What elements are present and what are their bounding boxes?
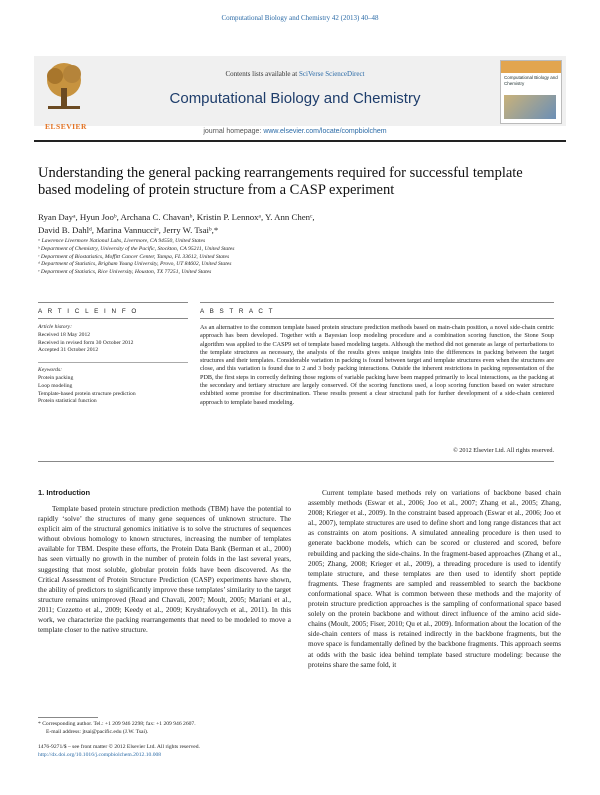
cover-title: Computational Biology and Chemistry (504, 75, 558, 86)
abstract-text: As an alternative to the common template based protein structure prediction methods based on main-chain position, a novel side-chain centric approach has been developed. Together with a Bayesian loop modeling procedure and a combination scoring function, the Stone Soup algorithm was applied to the CASP9 set of template based modeling targets. Although the method did not generate as large of perturbations to the template structures as necessary, the analysis of the results gives unique insights into the differences in packing between the target structures and their templates. Considerable variation in packing is found between target and template structures even when the structures are close, and this variation is found due to 2 and 3 body packing interactions. Outside the inherent restrictions in packing representation of the PDB, the first steps in correctly defining those regions of variable packing have been mapped primarily to local interactions, as the packing at the secondary and tertiary structure are largely conserved. Of the scoring functions used, a loop scoring function based on water structure exhibited some promise for discrimination. These results present a clear structural path for further development of a side-chain centered approach to template based modeling. (200, 324, 554, 406)
affiliation-e: ᵉ Department of Statistics, Rice University, Houston, TX 77251, United States (38, 269, 212, 276)
issn-line: 1476-9271/$ – see front matter © 2012 Elsevier Ltd. All rights reserved. (38, 744, 200, 750)
contents-prefix: Contents lists available at (225, 70, 298, 78)
affiliations (38, 238, 558, 277)
keyword-1: Protein packing (38, 374, 74, 381)
elsevier-tree-logo (38, 60, 90, 112)
authors-line-1[interactable]: Ryan Dayᵃ, Hyun Jooᵇ, Archana C. Chavanᵇ, Kristin P. Lennoxᵃ, Y. Ann Chenᶜ, (38, 212, 315, 222)
footnote-rule (38, 717, 98, 718)
article-title: Understanding the general packing rearrangements required for successful template based modeling of protein structure from a CASP experiment (38, 165, 523, 198)
cover-image (504, 95, 556, 119)
abstract-heading: A B S T R A C T (200, 308, 275, 315)
header-rule (34, 140, 566, 142)
keyword-2: Loop modeling (38, 382, 73, 389)
bottom-identifiers (38, 744, 291, 760)
copyright-notice: © 2012 Elsevier Ltd. All rights reserved. (453, 447, 554, 454)
journal-homepage (100, 128, 490, 135)
affiliation-b: ᵇ Department of Chemistry, University of the Pacific, Stockton, CA 95211, United States (38, 245, 235, 252)
journal-title: Computational Biology and Chemistry (169, 90, 421, 107)
info-top-rule (38, 302, 188, 303)
sciencedirect-link[interactable]: SciVerse ScienceDirect (299, 70, 365, 78)
info-sub-rule (38, 318, 188, 319)
intro-right-column: Current template based methods rely on variations of backbone based chain assembly methods (Eswar et al., 2006; Joo et al., 2007; Zhang et al., 2005; Zhang, 2008; Krieger et al., 2009). In the constraint based approach (Eswar et al., 2006; Joo et al., 2007), template structures are used to define short and long range distances that act as constraints on atom positions. A simulated annealing procedure is then used to generate backbone models, which can be scored or clustered and scored, before rebuilding and packing the side-chains. In the fragment-based approaches (Zhang et al., 2005; Zhang, 2008; Krieger et al., 2009), a threading procedure is used to identify template structure, and these templates are then used to identify short peptide fragments. These fragments are sampled and reassembled to search the backbone conformational space. What is common between these methods and the majority of protein structure prediction approaches is the sampling of conformational space based solely on the protein backbone and without direct influence of the amino acid side-chains (Moult, 2005; Fiser, 2010; Qu et al., 2009). Information about the location of the side-chain centers of mass is retained indirectly in the backbone fragments, but the move space is fundamentally defined by the backbone fragments. This approach seems at odds with the basic idea behind template based structure modeling: because the proteins share the same fold, it (308, 489, 561, 669)
history-received: Received 18 May 2012 (38, 331, 91, 338)
author-list (38, 211, 558, 236)
doi-link[interactable]: http://dx.doi.org/10.1016/j.compbiolchem.2012.10.008 (38, 751, 162, 758)
abstract-bottom-rule (38, 461, 554, 462)
abstract-top-rule (200, 302, 554, 303)
affiliation-a: ᵃ Lawrence Livermore National Labs, Livermore, CA 94550, United States (38, 238, 206, 244)
contents-line (100, 70, 490, 78)
email-note[interactable]: E-mail address: jtsai@pacific.edu (J.W. Tsai). (46, 728, 149, 735)
journal-citation[interactable]: Computational Biology and Chemistry 42 (2013) 40–48 (221, 14, 379, 22)
journal-cover-thumbnail (500, 60, 562, 124)
homepage-prefix: journal homepage: (203, 128, 262, 135)
history-revised: Received in revised form 30 October 2012 (38, 339, 134, 346)
article-info (38, 324, 188, 406)
authors-line-2[interactable]: David B. Dahlᵈ, Marina Vannucciᵉ, Jerry W. Tsaiᵇ,* (38, 224, 219, 235)
affiliation-d: ᵈ Department of Statistics, Brigham Young University, Provo, UT 84602, United States (38, 261, 232, 268)
cover-band (501, 61, 561, 73)
section-heading-introduction: 1. Introduction (38, 488, 91, 497)
keyword-4: Protein statistical function (38, 398, 97, 405)
article-info-heading: A R T I C L E I N F O (38, 308, 139, 315)
history-accepted: Accepted 31 October 2012 (38, 347, 99, 354)
abstract-sub-rule (200, 318, 554, 319)
homepage-link[interactable]: www.elsevier.com/locate/compbiolchem (263, 128, 387, 135)
corresponding-author-note: * Corresponding author. Tel.: +1 209 946 2298; fax: +1 209 946 2607. (38, 721, 196, 727)
footnotes (38, 721, 291, 737)
history-label: Article history: (38, 324, 73, 330)
affiliation-c: ᶜ Department of Biostatistics, Moffitt Cancer Center, Tampa, FL 33612, United States (38, 253, 230, 260)
info-divider (38, 362, 188, 363)
publisher-name: ELSEVIER (45, 122, 87, 131)
keyword-3: Template-based protein structure prediction (38, 390, 136, 397)
keywords-label: Keywords: (38, 367, 63, 374)
intro-left-column: Template based protein structure prediction methods (TBM) have the potential to rapidly ‘solve’ the structures of many gene sequences of unknown structure. The explicit aim of the structural genomics initiative is to solve the structures of sequences without obvious homology to known structures, increasing the number of templates available for TBM. Despite these efforts, the Protein Data Bank (Berman et al., 2000) has seen virtually no growth in the number of protein folds in the last several years, suggesting that most soluble, globular protein folds have been discovered. As the Critical Assessment of Protein Structure Prediction (CASP) experiments have shown, the ability of predictors to significantly improve these templates’ similarity to the target structure remains unimproved (Read and Chavali, 2007; Moult, 2005; Mariani et al., 2011; Cozzetto et al., 2009; Keedy et al., 2009; Kryshtafovych et al., 2011). In this work, we characterize the packing rearrangements that need to be modeled to move a template closer to the native structure. (38, 505, 291, 635)
